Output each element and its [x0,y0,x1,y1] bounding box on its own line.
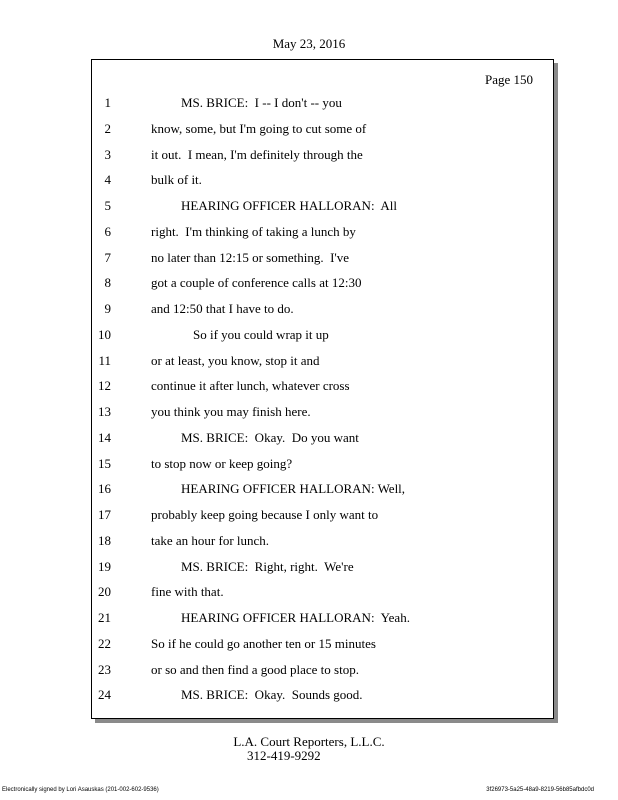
transcript-line: MS. BRICE: I -- I don't -- you [181,95,342,110]
line-number: 10 [98,326,111,342]
transcript-line: got a couple of conference calls at 12:30 [151,275,362,291]
transcript-line: HEARING OFFICER HALLORAN: All [181,198,397,213]
transcript-line: to stop now or keep going? [151,455,293,471]
electronic-signature: Electronically signed by Lori Asauskas (201-002-602-9536) [2,787,159,793]
line-number: 23 [98,661,111,677]
transcript-date: May 23, 2016 [272,36,346,51]
line-number: 22 [98,635,111,651]
line-number: 20 [98,584,111,600]
transcript-line: So if you could wrap it up [193,326,329,342]
transcript-line: take an hour for lunch. [151,532,270,548]
line-number: 3 [104,146,111,162]
line-number: 16 [98,481,111,497]
line-number: 8 [104,275,111,291]
line-number: 1 [104,95,111,110]
transcript-line: or so and then find a good place to stop. [151,661,359,677]
transcript-line: right. I'm thinking of taking a lunch by [151,223,356,239]
transcript-line: bulk of it. [151,172,202,188]
line-number: 5 [104,198,111,213]
reporter-phone: 312-419-9292 [247,748,321,763]
transcript-line: it out. I mean, I'm definitely through the [151,146,363,162]
line-number: 7 [104,249,111,265]
line-number: 6 [104,223,111,239]
transcript-line: probably keep going because I only want to [151,507,379,522]
line-number: 17 [98,507,111,522]
line-number: 13 [98,404,111,419]
line-number: 14 [98,429,111,445]
transcript-line: HEARING OFFICER HALLORAN: Yeah. [181,610,410,625]
transcript-line: MS. BRICE: Right, right. We're [181,558,354,574]
transcript-line: So if he could go another ten or 15 minutes [151,635,376,651]
transcript-line: HEARING OFFICER HALLORAN: Well, [181,481,406,497]
line-number: 12 [98,378,111,394]
line-number: 15 [98,455,111,471]
line-number: 21 [98,610,111,625]
transcript-line: and 12:50 that I have to do. [151,301,294,316]
transcript-line: or at least, you know, stop it and [151,352,320,368]
line-number: 18 [98,532,111,548]
line-number: 11 [98,352,111,368]
line-number: 4 [104,172,111,188]
transcript-line: you think you may finish here. [151,404,311,419]
page-number: Page 150 [484,72,533,87]
reporter-company: L.A. Court Reporters, L.L.C. [233,734,385,749]
line-number: 24 [98,687,111,703]
transcript-line: no later than 12:15 or something. I've [151,249,350,265]
document-hash: 3f26973-5a25-48a9-8219-56b85afbdc0d [486,787,594,793]
line-number: 19 [98,558,111,574]
transcript-line: MS. BRICE: Okay. Do you want [181,429,359,445]
transcript-line: know, some, but I'm going to cut some of [151,120,367,136]
transcript-line: continue it after lunch, whatever cross [151,378,350,394]
transcript-page [91,59,554,719]
transcript-line: fine with that. [151,584,224,600]
transcript-line: MS. BRICE: Okay. Sounds good. [181,687,363,703]
line-number: 2 [104,120,111,136]
line-number: 9 [104,301,111,316]
